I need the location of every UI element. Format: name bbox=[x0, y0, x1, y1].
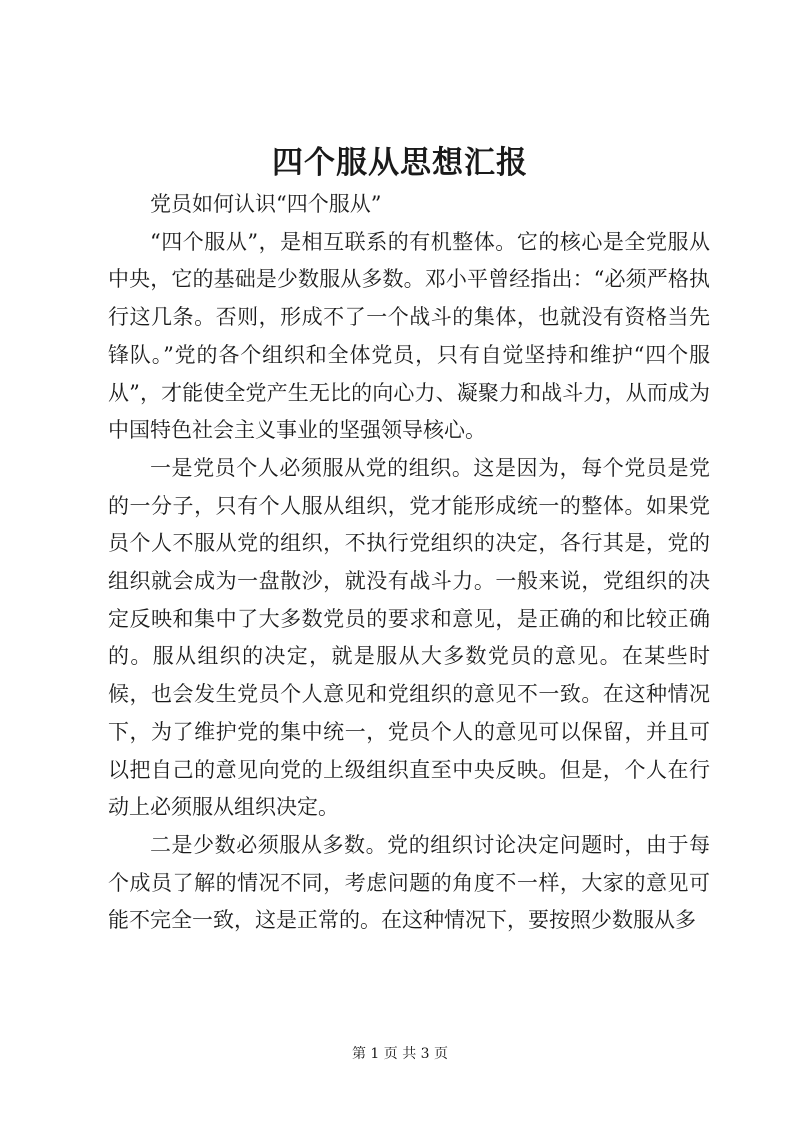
paragraph-point-two: 二是少数必须服从多数。党的组织讨论决定问题时，由于每个成员了解的情况不同，考虑问题的角度不一样，大家的意见可能不完全一致，这是正常的。在这种情况下，要按照少数服从多 bbox=[108, 832, 710, 933]
paragraph-intro: “四个服从”，是相互联系的有机整体。它的核心是全党服从中央，它的基础是少数服从多数。邓小平曾经指出：“必须严格执行这几条。否则，形成不了一个战斗的集体，也就没有资格当先锋队。”党的各个组织和全体党员，只有自觉坚持和维护“四个服从”，才能使全党产生无比的向心力、凝聚力和战斗力，从而成为中国特色社会主义事业的坚强领导核心。 bbox=[108, 229, 710, 443]
paragraph-subtitle: 党员如何认识“四个服从” bbox=[150, 192, 382, 216]
paragraph-point-one: 一是党员个人必须服从党的组织。这是因为，每个党员是党的一分子，只有个人服从组织，党才能形成统一的整体。如果党员个人不服从党的组织，不执行党组织的决定，各行其是，党的组织就会成为一盘散沙，就没有战斗力。一般来说，党组织的决定反映和集中了大多数党员的要求和意见，是正确的和比较正确的。服从组织的决定，就是服从大多数党员的意见。在某些时候，也会发生党员个人意见和党组织的意见不一致。在这种情况下，为了维护党的集中统一，党员个人的意见可以保留，并且可以把自己的意见向党的上级组织直至中央反映。但是，个人在行动上必须服从组织决定。 bbox=[108, 455, 710, 820]
page-footer bbox=[0, 1044, 800, 1064]
page-number: 第 1 页 共 3 页 bbox=[351, 1046, 449, 1062]
document-body bbox=[108, 186, 710, 940]
document-title: 四个服从思想汇报 bbox=[272, 145, 528, 181]
